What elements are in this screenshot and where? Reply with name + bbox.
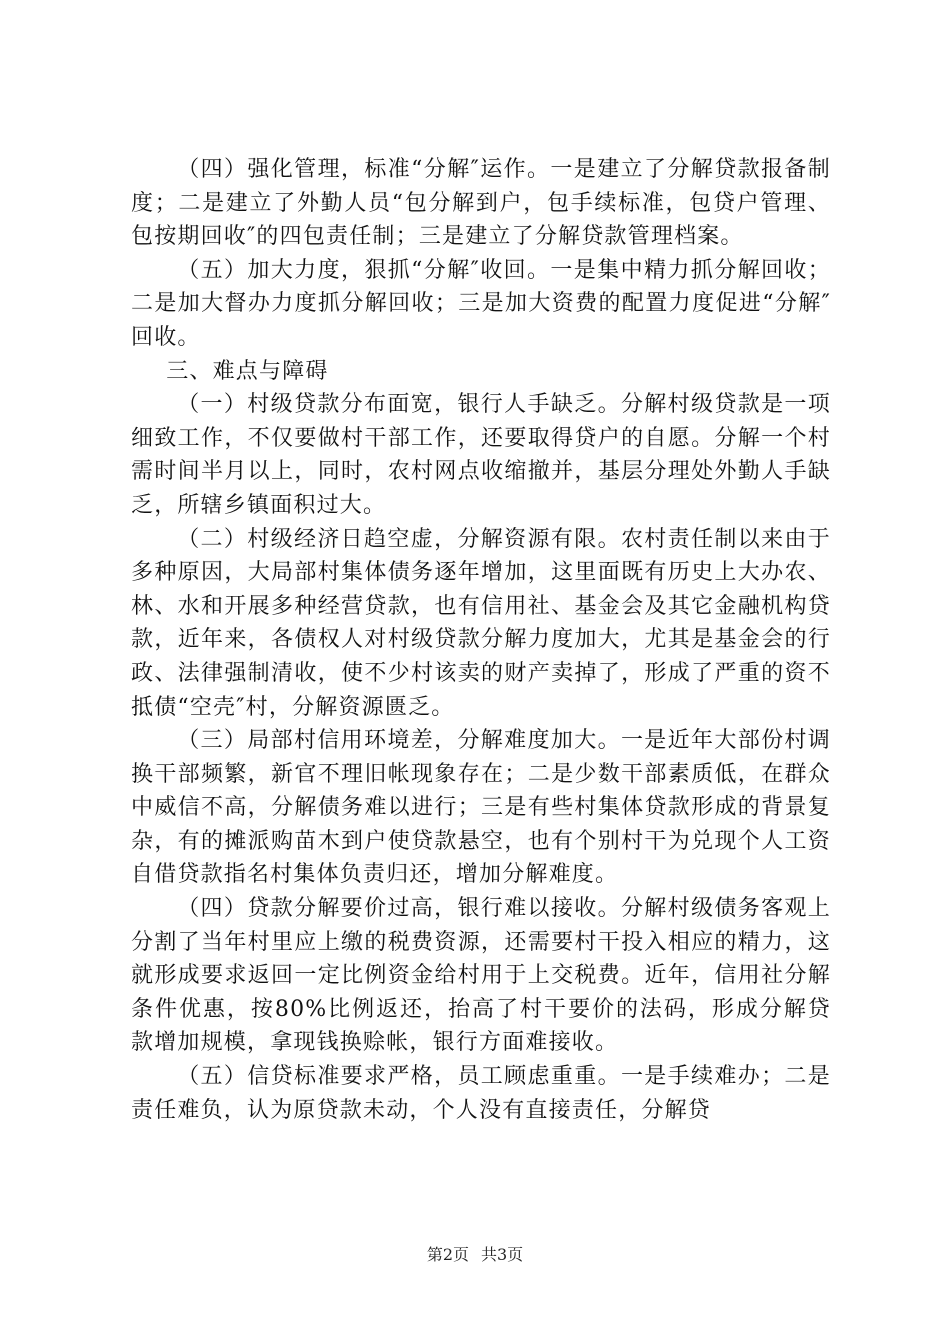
paragraph-difficulty-4: （四）贷款分解要价过高，银行难以接收。分解村级债务客观上分割了当年村里应上缴的税费资源，还需要村干投入相应的精力，这就形成要求返回一定比例资金给村用于上交税费。近年，信用社分解条件优惠，按80%比例返还，抬高了村干要价的法码，形成分解贷款增加规模，拿现钱换赊帐，银行方面难接收。 <box>131 896 831 1056</box>
page-number: 第2页 <box>426 1245 469 1264</box>
paragraph-difficulty-1: （一）村级贷款分布面宽，银行人手缺乏。分解村级贷款是一项细致工作，不仅要做村干部工作，还要取得贷户的自愿。分解一个村需时间半月以上，同时，农村网点收缩撤并，基层分理处外勤人手缺乏，所辖乡镇面积过大。 <box>131 392 831 518</box>
paragraph-difficulty-5: （五）信贷标准要求严格，员工顾虑重重。一是手续难办；二是责任难负，认为原贷款未动，个人没有直接责任，分解贷 <box>131 1064 831 1123</box>
paragraph-management: （四）强化管理，标准“分解″运作。一是建立了分解贷款报备制度；二是建立了外勤人员“包分解到户，包手续标准，包贷户管理、包按期回收″的四包责任制；三是建立了分解贷款管理档案。 <box>131 157 831 250</box>
page-footer <box>0 1245 950 1265</box>
paragraph-difficulty-3: （三）局部村信用环境差，分解难度加大。一是近年大部份村调换干部频繁，新官不理旧帐现象存在；二是少数干部素质低，在群众中威信不高，分解债务难以进行；三是有些村集体贷款形成的背景复杂，有的摊派购苗木到户使贷款悬空，也有个别村干为兑现个人工资自借贷款指名村集体负责归还，增加分解难度。 <box>131 728 831 888</box>
paragraph-difficulty-2: （二）村级经济日趋空虚，分解资源有限。农村责任制以来由于多种原因，大局部村集体债务逐年增加，这里面既有历史上大办农、林、水和开展多种经营贷款，也有信用社、基金会及其它金融机构贷款，近年来，各债权人对村级贷款分解力度加大，尤其是基金会的行政、法律强制清收，使不少村该卖的财产卖掉了，形成了严重的资不抵债“空壳″村，分解资源匮乏。 <box>131 526 831 720</box>
paragraph-recovery: （五）加大力度，狠抓“分解″收回。一是集中精力抓分解回收；二是加大督办力度抓分解回收；三是加大资费的配置力度促进“分解″回收。 <box>131 257 831 350</box>
section-heading-difficulties: 三、难点与障碍 <box>166 358 329 384</box>
document-body <box>131 153 831 1127</box>
page-total: 共3页 <box>481 1245 524 1264</box>
